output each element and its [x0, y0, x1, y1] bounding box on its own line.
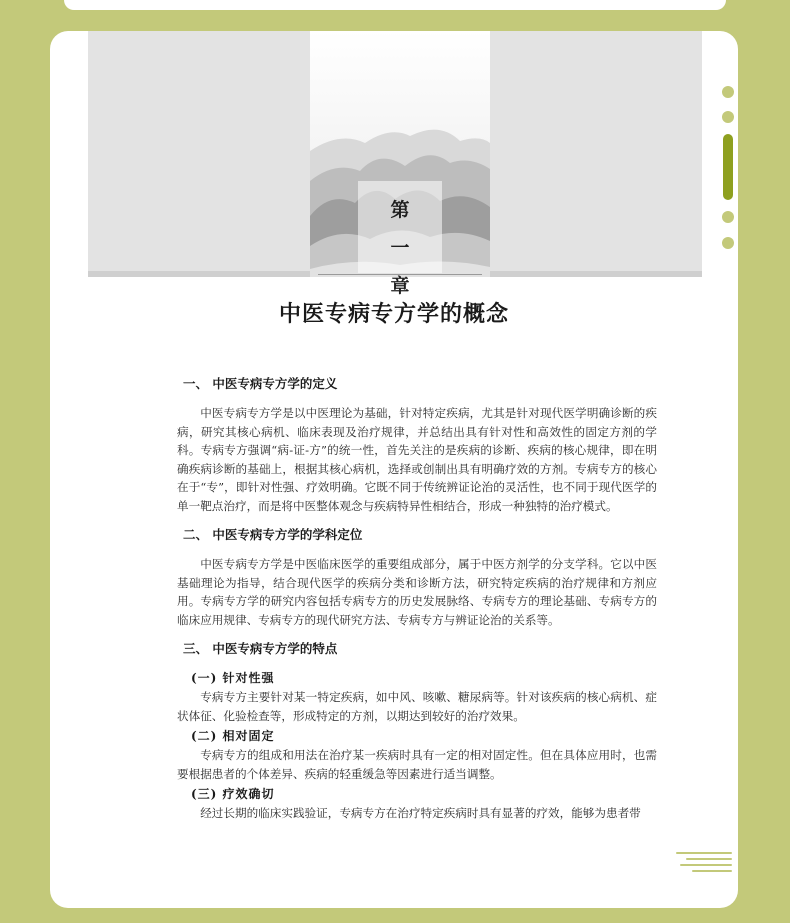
document-page [50, 31, 738, 908]
chapter-char-2: 一 [390, 237, 410, 259]
section-heading-1: 一、 中医专病专方学的定义 [183, 376, 338, 391]
subsection-paragraph-2: 专病专方的组成和用法在治疗某一疾病时具有一定的相对固定性。但在具体应用时，也需要根据患者的个体差异、疾病的轻重缓急等因素进行适当调整。 [177, 748, 657, 781]
top-page-strip [64, 0, 726, 10]
chapter-char-1: 第 [390, 199, 410, 221]
subsection-paragraph-1: 专病专方主要针对某一特定疾病，如中风、咳嗽、糖尿病等。针对该疾病的核心病机、症状体征、化验检查等，形成特定的方剂，以期达到较好的治疗效果。 [177, 690, 657, 723]
section-paragraph-1: 中医专病专方学是以中医理论为基础，针对特定疾病，尤其是针对现代医学明确诊断的疾病，研究其核心病机、临床表现及治疗规律，并总结出具有针对性和高效性的固定方剂的学科。专病专方强调“病-证-方”的统一性，首先关注的是疾病的诊断、疾病的核心规律，即在明确疾病诊断的基础上，根据其核心病机，选择或创制出具有明确疗效的方剂。专病专方的核心在于“专”，即针对性强、疗效明确。它既不同于传统辨证论治的灵活性，也不同于现代医学的单一靶点治疗，而是将中医整体观念与疾病特异性相结合，形成一种独特的治疗模式。 [177, 406, 657, 513]
chapter-number [370, 191, 430, 305]
page-dot[interactable] [722, 111, 734, 123]
section-heading-3: 三、 中医专病专方学的特点 [183, 641, 338, 656]
chapter-title: 中医专病专方学的概念 [278, 301, 509, 327]
subsection-heading-1: (一) 针对性强 [191, 671, 275, 685]
section-heading-2: 二、 中医专病专方学的学科定位 [183, 527, 363, 542]
page-dot[interactable] [722, 237, 734, 249]
chapter-char-3: 章 [390, 275, 410, 297]
page-dot[interactable] [722, 211, 734, 223]
page-dot-active[interactable] [723, 134, 733, 200]
subsection-heading-3: (三) 疗效确切 [191, 787, 275, 801]
subsection-paragraph-3: 经过长期的临床实践验证，专病专方在治疗特定疾病时具有显著的疗效，能够为患者带 [200, 806, 641, 820]
chapter-content [177, 374, 657, 825]
subsection-heading-2: (二) 相对固定 [191, 729, 275, 743]
page-dot[interactable] [722, 86, 734, 98]
section-paragraph-2: 中医专病专方学是中医临床医学的重要组成部分，属于中医方剂学的分支学科。它以中医基础理论为指导，结合现代医学的疾病分类和诊断方法，研究特定疾病的治疗规律和方剂应用。专病专方学的研究内容包括专病专方的历史发展脉络、专病专方的理论基础、专病专方的临床应用规律、专病专方的现代研究方法、专病专方与辨证论治的关系等。 [177, 557, 657, 627]
